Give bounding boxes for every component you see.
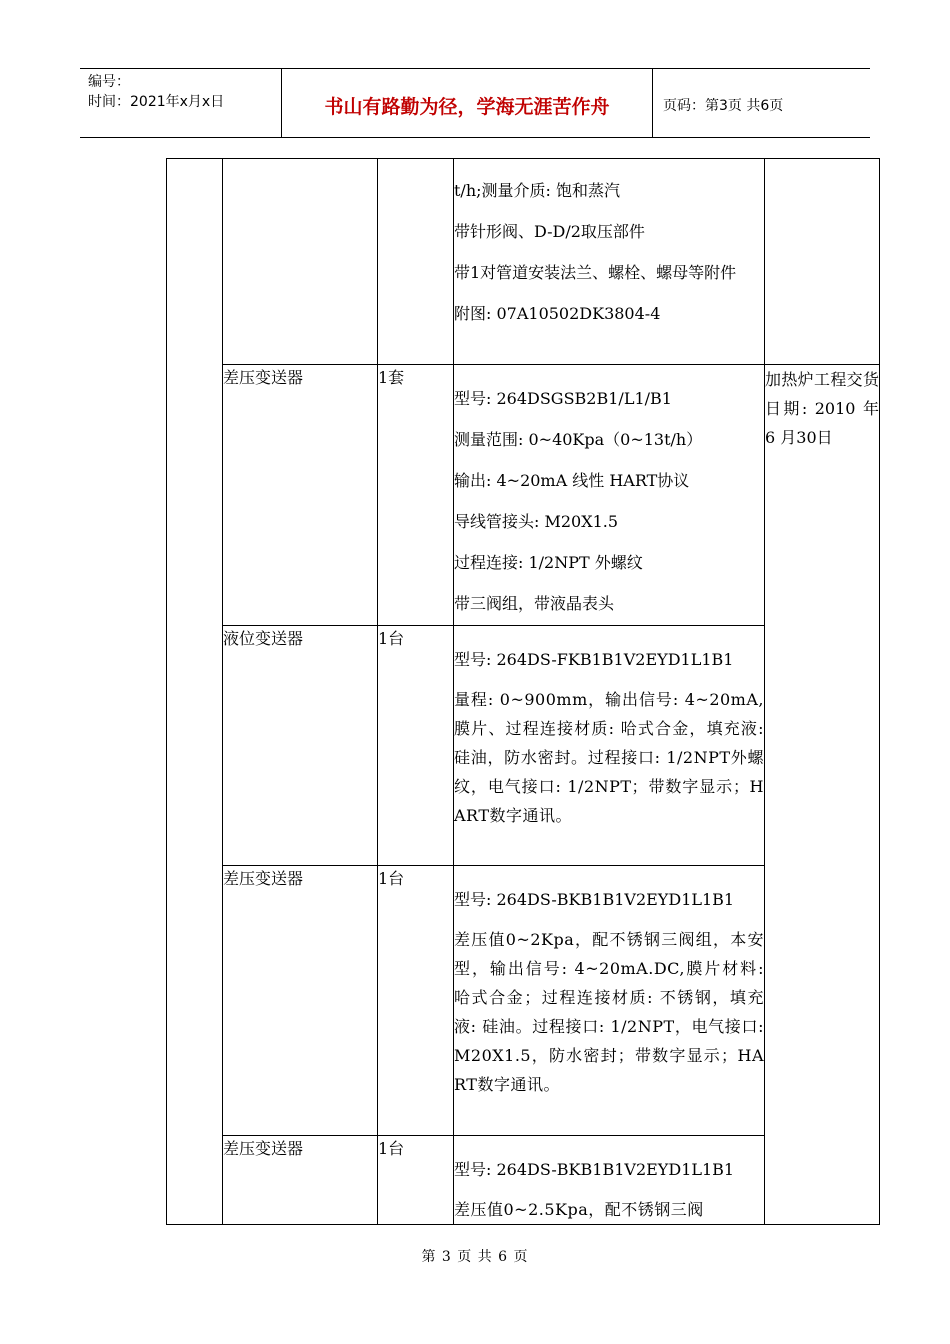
index-column-cell bbox=[167, 159, 223, 1225]
equipment-name-cell: 差压变送器 bbox=[223, 866, 378, 1136]
document-number-label: 编号： bbox=[88, 74, 130, 90]
header-page-label: 页码：第3页 共6页 bbox=[663, 98, 784, 114]
quantity-cell: 1套 bbox=[378, 365, 454, 626]
remark-cell bbox=[765, 159, 880, 365]
spec-line: 型号: 264DS-BKB1B1V2EYD1L1B1 bbox=[454, 890, 735, 909]
spec-line: 附图: 07A10502DK3804-4 bbox=[454, 304, 661, 323]
header-meta bbox=[80, 69, 281, 137]
spec-line: 带三阀组，带液晶表头 bbox=[454, 594, 615, 613]
spec-paragraph: 量程: 0~900mm，输出信号: 4~20mA,膜片、过程连接材质: 哈式合金，填充液: 硅油，防水密封。过程接口: 1/2NPT外螺纹，电气接口: 1/2NPT；带数字显示；HART数字通讯。 bbox=[454, 690, 764, 825]
equipment-name-cell: 液位变送器 bbox=[223, 626, 378, 866]
header-motto: 书山有路勤为径，学海无涯苦作舟 bbox=[281, 69, 653, 137]
spec-cell bbox=[454, 159, 765, 365]
spec-cell bbox=[454, 866, 765, 1136]
spec-paragraph: 差压值0~2.5Kpa，配不锈钢三阀 bbox=[454, 1200, 704, 1219]
spec-cell bbox=[454, 1136, 765, 1225]
equipment-name-cell: 差压变送器 bbox=[223, 1136, 378, 1225]
table-row bbox=[167, 159, 880, 365]
page-header bbox=[80, 68, 870, 138]
spec-line: 带1对管道安装法兰、螺栓、螺母等附件 bbox=[454, 263, 737, 282]
spec-cell bbox=[454, 626, 765, 866]
equipment-name-cell bbox=[223, 159, 378, 365]
equipment-spec-table bbox=[166, 158, 880, 1225]
spec-line: 带针形阀、D-D/2取压部件 bbox=[454, 222, 645, 241]
spec-line: 输出: 4~20mA 线性 HART协议 bbox=[454, 471, 690, 490]
page-footer: 第 3 页 共 6 页 bbox=[421, 1249, 529, 1265]
spec-line: 型号: 264DS-FKB1B1V2EYD1L1B1 bbox=[454, 650, 734, 669]
spec-line: t/h;测量介质: 饱和蒸汽 bbox=[454, 181, 620, 200]
quantity-cell: 1台 bbox=[378, 866, 454, 1136]
spec-line: 测量范围: 0~40Kpa（0~13t/h） bbox=[454, 430, 703, 449]
document-time-label: 时间：2021年x月x日 bbox=[88, 94, 225, 110]
spec-line: 型号: 264DS-BKB1B1V2EYD1L1B1 bbox=[454, 1160, 735, 1179]
quantity-cell: 1台 bbox=[378, 626, 454, 866]
quantity-cell: 1台 bbox=[378, 1136, 454, 1225]
equipment-name-cell: 差压变送器 bbox=[223, 365, 378, 626]
quantity-cell bbox=[378, 159, 454, 365]
spec-cell bbox=[454, 365, 765, 626]
delivery-note-cell: 加热炉工程交货日期: 2010 年 6 月30日 bbox=[765, 365, 880, 1225]
spec-line: 导线管接头: M20X1.5 bbox=[454, 512, 619, 531]
spec-line: 过程连接: 1/2NPT 外螺纹 bbox=[454, 553, 643, 572]
spec-paragraph: 差压值0~2Kpa，配不锈钢三阀组，本安型，输出信号: 4~20mA.DC,膜片材料: 哈式合金；过程连接材质: 不锈钢，填充液: 硅油。过程接口: 1/2NPT，电气接口: M20X1.5，防水密封；带数字显示；HART数字通讯。 bbox=[454, 930, 764, 1094]
table-row bbox=[167, 365, 880, 626]
spec-line: 型号: 264DSGSB2B1/L1/B1 bbox=[454, 389, 672, 408]
